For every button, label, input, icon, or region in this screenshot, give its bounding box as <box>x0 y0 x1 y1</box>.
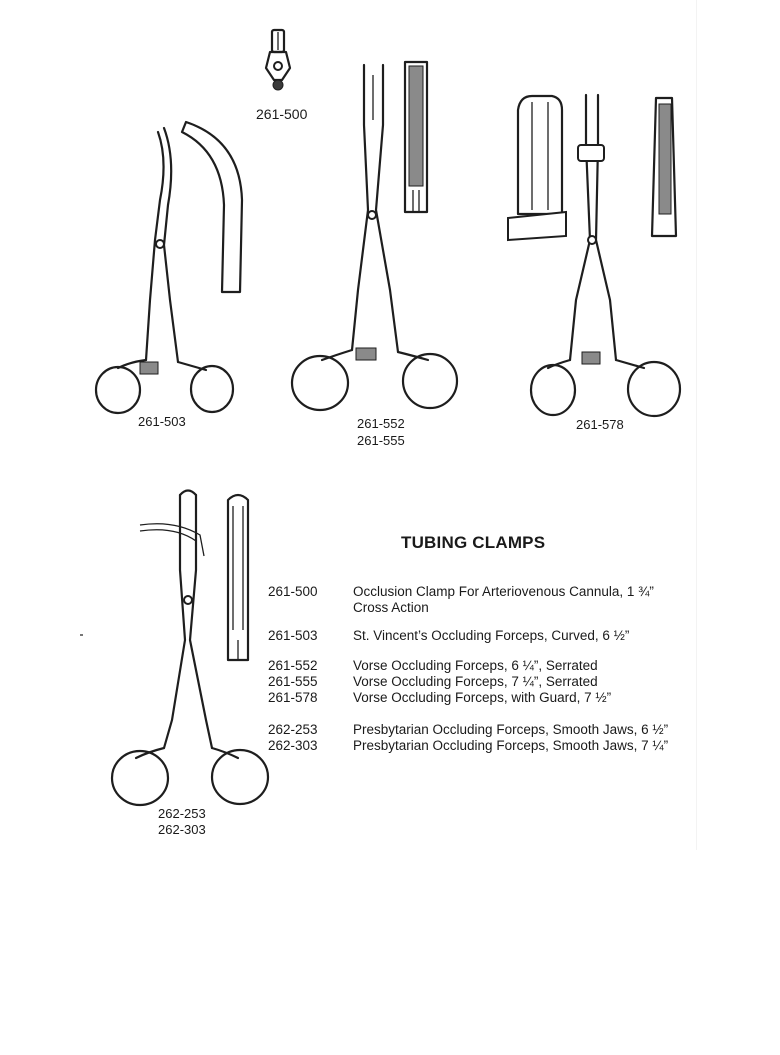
figure-label: 262-303 <box>158 822 206 837</box>
section-title: TUBING CLAMPS <box>401 533 546 552</box>
list-item <box>268 738 668 754</box>
straight-forceps-icon <box>292 62 457 410</box>
figure-label: 262-253 <box>158 806 206 821</box>
cross-action-clamp-icon <box>266 30 290 90</box>
curved-forceps-icon <box>96 122 242 413</box>
list-item <box>268 584 654 616</box>
item-description: Vorse Occluding Forceps, 7 ¼”, Serrated <box>353 674 598 689</box>
item-code: 261-500 <box>268 584 318 599</box>
item-description: St. Vincent’s Occluding Forceps, Curved, 6 ½” <box>353 628 630 643</box>
item-description: Vorse Occluding Forceps, with Guard, 7 ½” <box>353 690 612 705</box>
figure-label: 261-578 <box>576 417 624 432</box>
item-description: Presbytarian Occluding Forceps, Smooth Jaws, 7 ¼” <box>353 738 669 753</box>
item-description: Vorse Occluding Forceps, 6 ¼”, Serrated <box>353 658 598 673</box>
item-description-line-2: Cross Action <box>353 600 429 615</box>
scan-speck <box>80 634 83 636</box>
item-code: 261-578 <box>268 690 318 705</box>
list-item <box>268 628 629 644</box>
figure-label: 261-552 <box>357 416 405 431</box>
figure-label: 261-555 <box>357 433 405 448</box>
item-code: 261-503 <box>268 628 318 643</box>
guarded-forceps-icon <box>508 95 680 416</box>
list-item <box>268 722 668 738</box>
figure-label: 261-503 <box>138 414 186 429</box>
item-description: Occlusion Clamp For Arteriovenous Cannula, 1 ¾” <box>353 584 654 599</box>
item-code: 261-552 <box>268 658 318 673</box>
item-code: 262-253 <box>268 722 318 737</box>
list-item <box>268 674 598 690</box>
smooth-jaw-forceps-icon <box>112 491 268 806</box>
figure-label: 261-500 <box>256 106 308 122</box>
scan-edge <box>696 0 697 850</box>
list-item <box>268 690 611 706</box>
item-code: 262-303 <box>268 738 318 753</box>
item-code: 261-555 <box>268 674 318 689</box>
list-item <box>268 658 598 674</box>
item-description: Presbytarian Occluding Forceps, Smooth Jaws, 6 ½” <box>353 722 669 737</box>
